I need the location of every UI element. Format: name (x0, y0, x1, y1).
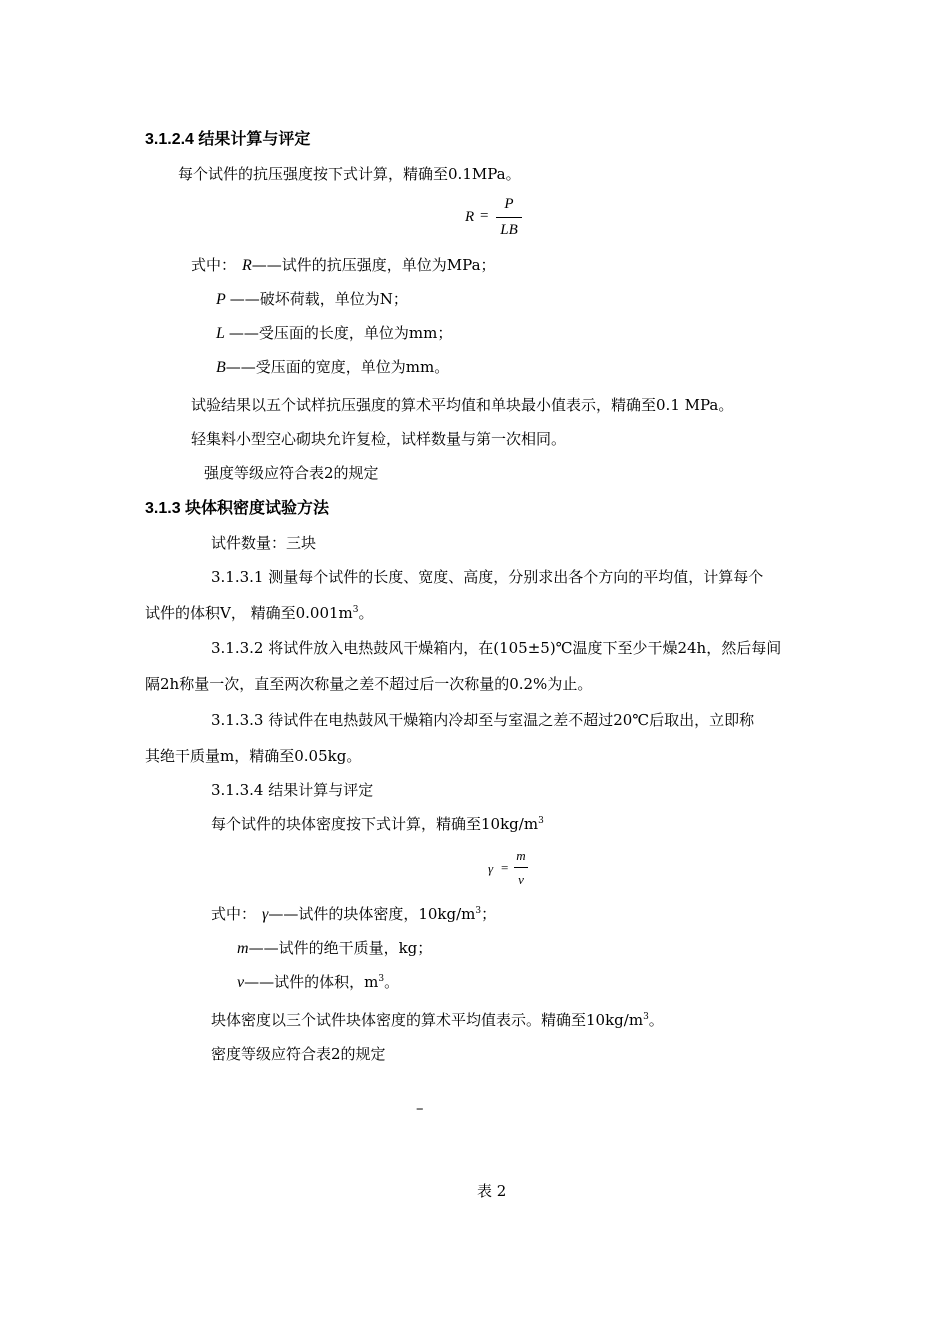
symbol-L: L (216, 325, 225, 342)
formula-numerator: P (504, 196, 514, 212)
definition-text: ——受压面的长度，单位为mm； (228, 324, 453, 342)
density-intro (211, 813, 544, 834)
definition-text: ——试件的块体密度，10kg/m (268, 905, 476, 923)
strength-result-text: 试验结果以五个试样抗压强度的算术平均值和单块最小值表示，精确至0.1 MPa。 (191, 396, 734, 414)
section-heading-3-1-2-4: 3.1.2.4 结果计算与评定 (145, 131, 311, 148)
formula-lhs: γ (488, 861, 494, 876)
step-1-text: 试件的体积V， 精确至0.001m (145, 604, 353, 622)
definition-row (211, 903, 496, 924)
symbol-gamma: γ (262, 906, 269, 923)
density-intro-text: 每个试件的块体密度按下式计算，精确至10kg/m (211, 815, 539, 833)
fraction-bar (514, 867, 528, 868)
fraction-bar (496, 217, 522, 218)
step-3-line-2: 其绝干质量m，精确至0.05kg。 (145, 747, 362, 765)
where-label: 式中： (191, 256, 237, 274)
symbol-B: B (216, 359, 226, 376)
definition-text: ——试件的抗压强度，单位为MPa； (251, 256, 496, 274)
punctuation: 。 (648, 1011, 664, 1029)
formula-equals: = (501, 860, 509, 875)
definition-text: ——受压面的宽度，单位为mm。 (225, 358, 450, 376)
step-2-line-2: 隔2h称量一次，直至两次称量之差不超过后一次称量的0.2%为止。 (145, 675, 593, 693)
step-4-heading: 3.1.3.4 结果计算与评定 (211, 781, 374, 799)
definition-text: ——破坏荷载，单位为N； (229, 290, 408, 308)
strength-intro: 每个试件的抗压强度按下式计算，精确至0.1MPa。 (178, 165, 521, 183)
recheck-text: 轻集料小型空心砌块允许复检，试样数量与第一次相同。 (191, 430, 567, 448)
formula-denominator: LB (500, 222, 518, 238)
symbol-P: P (216, 291, 226, 308)
step-3-line-1: 3.1.3.3 待试件在电热鼓风干燥箱内冷却至与室温之差不超过20℃后取出，立即称 (211, 711, 755, 729)
definition-text: ——试件的绝干质量，kg； (248, 939, 433, 957)
formula-equals: = (480, 208, 489, 224)
superscript: 3 (352, 605, 359, 615)
table-caption: 表 2 (477, 1182, 507, 1200)
punctuation: 。 (384, 973, 400, 991)
definition-row (216, 356, 449, 377)
definition-row (216, 288, 408, 309)
density-result: 块体密度以三个试件块体密度的算术平均值表示。精确至10kg/m (211, 1011, 644, 1029)
symbol-R: R (242, 257, 252, 274)
density-formula (486, 848, 536, 892)
dash-mark: – (416, 1099, 424, 1117)
definition-row (237, 971, 399, 992)
where-label: 式中： (211, 905, 257, 923)
punctuation: ； (481, 905, 497, 923)
formula-lhs: R (465, 209, 475, 225)
specimen-count: 试件数量：三块 (211, 534, 317, 552)
definition-row (216, 322, 452, 343)
step-2-line-1: 3.1.3.2 将试件放入电热鼓风干燥箱内，在(105±5)℃温度下至少干燥24h，然后每间 (211, 639, 782, 657)
density-grade-text: 密度等级应符合表2的规定 (211, 1045, 386, 1063)
step-1-line-2 (145, 602, 374, 623)
strength-grade-text: 强度等级应符合表2的规定 (204, 464, 379, 482)
definition-text: ——试件的体积，m (244, 973, 379, 991)
superscript: 3 (378, 974, 385, 984)
definition-row (237, 937, 432, 958)
formula-numerator: m (516, 848, 526, 863)
step-1-line-1: 3.1.3.1 测量每个试件的长度、宽度、高度，分别求出各个方向的平均值，计算每个 (211, 568, 764, 586)
formula-denominator: v (518, 872, 524, 887)
superscript: 3 (538, 816, 544, 826)
strength-formula (462, 196, 532, 244)
superscript: 3 (643, 1012, 649, 1022)
section-heading-3-1-3: 3.1.3 块体积密度试验方法 (145, 500, 330, 517)
symbol-m: m (237, 940, 249, 957)
punctuation: 。 (358, 604, 374, 622)
density-result-text (211, 1009, 664, 1030)
definition-row (191, 254, 496, 275)
superscript: 3 (475, 906, 482, 916)
symbol-v: v (237, 974, 245, 991)
